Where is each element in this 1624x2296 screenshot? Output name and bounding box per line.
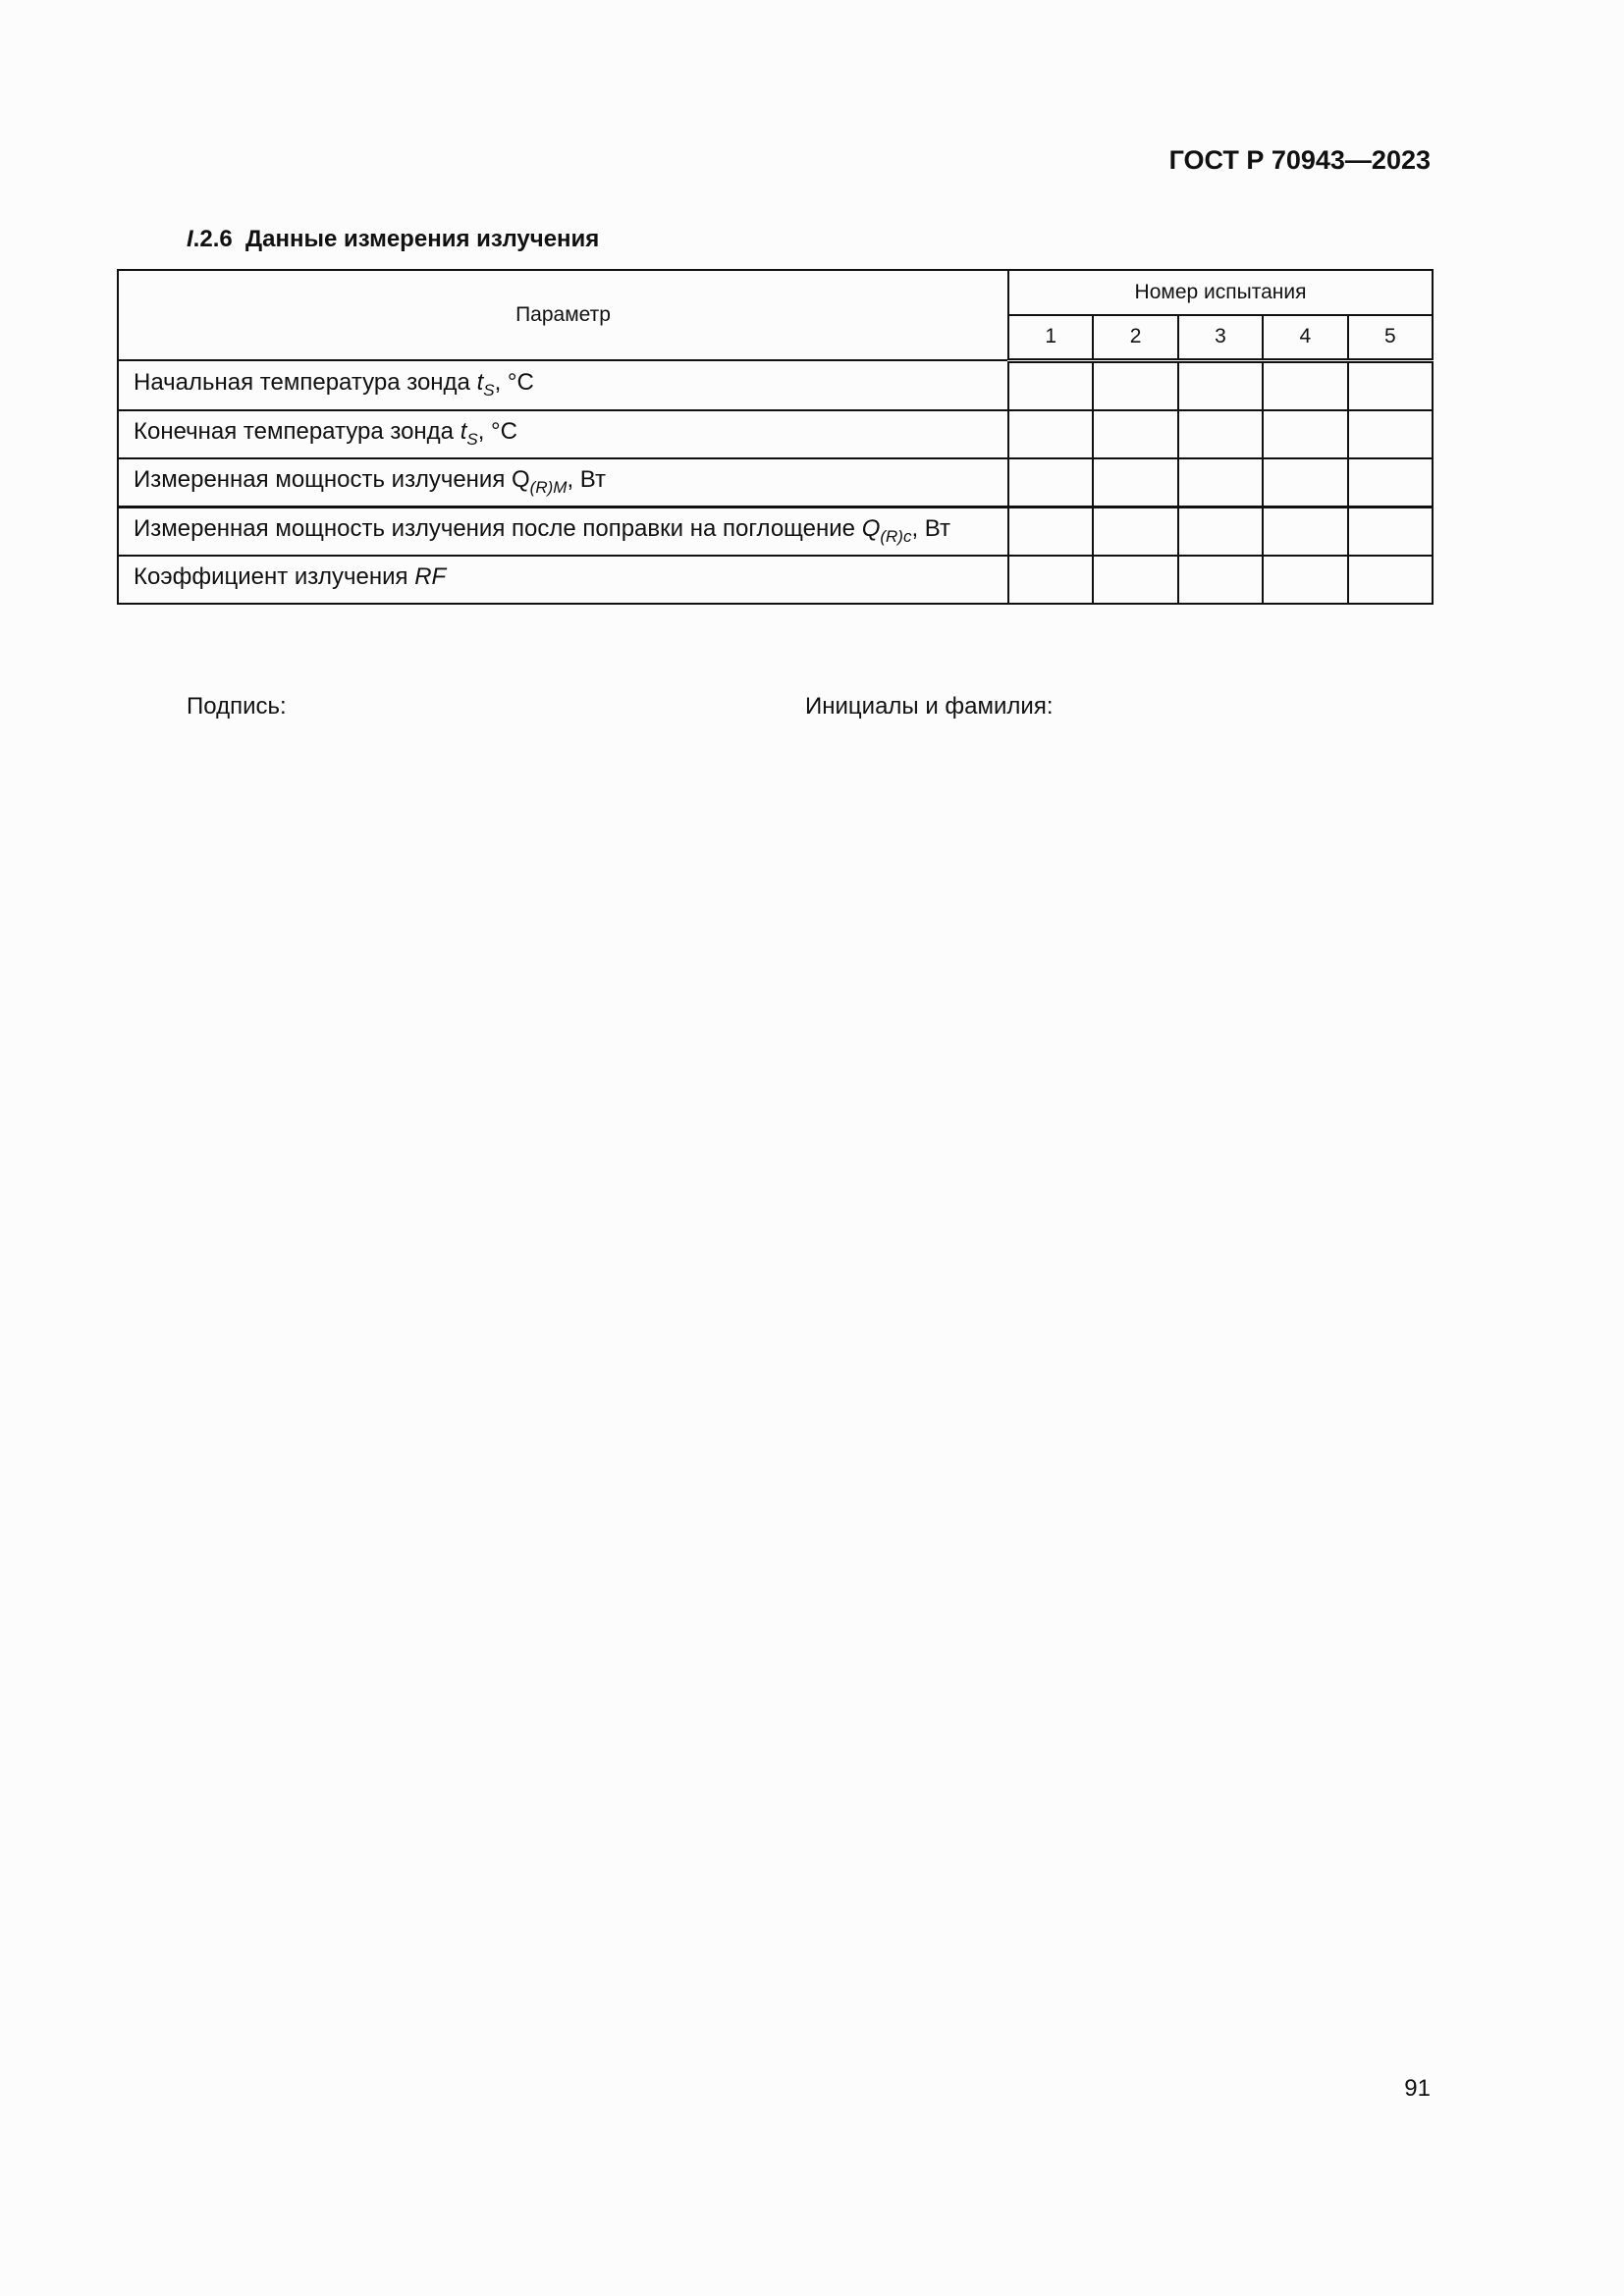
table-row <box>118 360 1433 410</box>
trial-number-1: 1 <box>1008 315 1093 360</box>
table-row <box>118 556 1433 604</box>
value-cell-trial-5[interactable] <box>1348 507 1433 556</box>
document-id: ГОСТ Р 70943—2023 <box>1168 145 1431 175</box>
trial-number-3: 3 <box>1178 315 1263 360</box>
value-cell-trial-1[interactable] <box>1008 507 1093 556</box>
param-text: Начальная температура зонда <box>134 369 477 397</box>
section-number: .2.6 <box>192 226 233 252</box>
param-unit: , °С <box>494 369 534 397</box>
value-cell-trial-4[interactable] <box>1263 507 1347 556</box>
value-cell-trial-2[interactable] <box>1093 507 1177 556</box>
value-cell-trial-3[interactable] <box>1178 458 1263 507</box>
param-cell <box>118 410 1008 458</box>
value-cell-trial-1[interactable] <box>1008 556 1093 604</box>
param-cell <box>118 458 1008 507</box>
value-cell-trial-1[interactable] <box>1008 360 1093 410</box>
param-subscript: S <box>466 430 478 449</box>
trial-number-5: 5 <box>1348 315 1433 360</box>
value-cell-trial-3[interactable] <box>1178 360 1263 410</box>
value-cell-trial-3[interactable] <box>1178 556 1263 604</box>
value-cell-trial-5[interactable] <box>1348 360 1433 410</box>
value-cell-trial-3[interactable] <box>1178 507 1263 556</box>
param-symbol: t <box>476 369 484 397</box>
param-cell <box>118 360 1008 410</box>
trial-header: Номер испытания <box>1008 270 1433 315</box>
value-cell-trial-2[interactable] <box>1093 458 1177 507</box>
param-symbol: Q <box>861 515 881 542</box>
param-text: Измеренная мощность излучения после поправки на поглощение <box>134 515 862 542</box>
value-cell-trial-4[interactable] <box>1263 410 1347 458</box>
value-cell-trial-2[interactable] <box>1093 360 1177 410</box>
param-text: Коэффициент излучения <box>134 563 415 590</box>
section-annex-letter: I <box>187 226 193 252</box>
value-cell-trial-5[interactable] <box>1348 410 1433 458</box>
value-cell-trial-3[interactable] <box>1178 410 1263 458</box>
value-cell-trial-1[interactable] <box>1008 458 1093 507</box>
value-cell-trial-4[interactable] <box>1263 458 1347 507</box>
measurement-table <box>117 269 1434 605</box>
signature-label: Подпись: <box>187 693 287 720</box>
param-symbol: t <box>460 418 467 445</box>
section-title-text: Данные измерения излучения <box>245 226 600 252</box>
trial-number-2: 2 <box>1093 315 1177 360</box>
param-text: Конечная температура зонда <box>134 418 460 445</box>
value-cell-trial-4[interactable] <box>1263 360 1347 410</box>
value-cell-trial-5[interactable] <box>1348 556 1433 604</box>
value-cell-trial-2[interactable] <box>1093 410 1177 458</box>
section-title <box>187 226 599 253</box>
table-row <box>118 507 1433 556</box>
table-row <box>118 458 1433 507</box>
param-cell <box>118 507 1008 556</box>
param-subscript: (R)c <box>880 527 912 546</box>
value-cell-trial-1[interactable] <box>1008 410 1093 458</box>
param-subscript: S <box>483 381 495 400</box>
param-subscript: (R)M <box>529 478 568 497</box>
param-symbol: RF <box>414 563 447 590</box>
initials-label: Инициалы и фамилия: <box>805 693 1054 720</box>
param-unit: , °С <box>477 418 517 445</box>
value-cell-trial-4[interactable] <box>1263 556 1347 604</box>
param-header: Параметр <box>118 270 1008 360</box>
trial-number-4: 4 <box>1263 315 1347 360</box>
page-number: 91 <box>1404 2075 1431 2102</box>
table-row <box>118 410 1433 458</box>
value-cell-trial-5[interactable] <box>1348 458 1433 507</box>
param-text: Измеренная мощность излучения Q <box>134 466 530 493</box>
param-unit: , Вт <box>911 515 951 542</box>
value-cell-trial-2[interactable] <box>1093 556 1177 604</box>
param-cell <box>118 556 1008 604</box>
param-unit: , Вт <box>567 466 606 493</box>
